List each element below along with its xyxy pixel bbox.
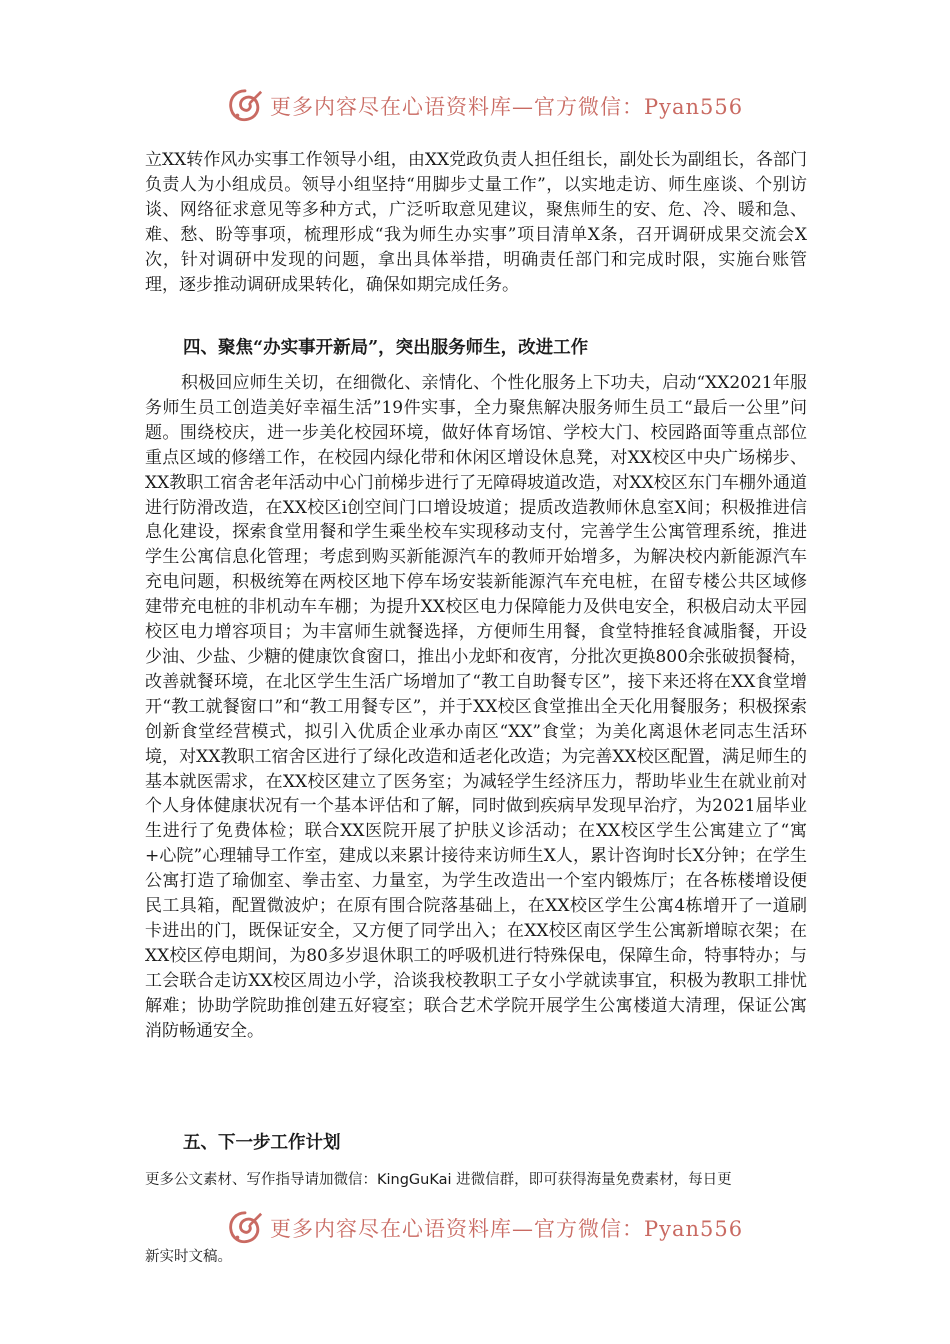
watermark-banner-bottom xyxy=(226,1206,743,1250)
section-heading-5: 五、下一步工作计划 xyxy=(183,1133,341,1153)
pen-swirl-logo-icon xyxy=(226,87,264,125)
watermark-text: 更多内容尽在心语资料库—官方微信：Pyan556 xyxy=(270,95,744,119)
watermark-text: 更多内容尽在心语资料库—官方微信：Pyan556 xyxy=(270,1217,744,1241)
paragraph-section-4: 积极回应师生关切，在细微化、亲情化、个性化服务上下功夫，启动“XX2021年服务师生员工创造美好幸福生活”19件实事，全力聚焦解决服务师生员工“最后一公里”问题。围绕校庆，进一步美化校园环境，做好体育场馆、学校大门、校园路面等重点部位重点区域的修缮工作，在校园内绿化带和休闲区增设休息凳，对XX校区中央广场梯步、XX教职工宿舍老年活动中心门前梯步进行了无障碍坡道改造，对XX校区东门车棚外通道进行防滑改造，在XX校区i创空间门口增设坡道；提质改造教师休息室X间；积极推进信息化建设，探索食堂用餐和学生乘坐校车实现移动支付，完善学生公寓管理系统，推进学生公寓信息化管理；考虑到购买新能源汽车的教师开始增多，为解决校内新能源汽车充电问题，积极统筹在两校区地下停车场安装新能源汽车充电桩，在留专楼公共区域修建带充电桩的非机动车车棚；为提升XX校区电力保障能力及供电安全，积极启动太平园校区电力增容项目；为丰富师生就餐选择，方便师生用餐，食堂特推轻食减脂餐，开设少油、少盐、少糖的健康饮食窗口，推出小龙虾和夜宵，分批次更换800余张破损餐椅，改善就餐环境，在北区学生生活广场增加了“教工自助餐专区”，接下来还将在XX食堂增开“教工就餐窗口”和“教工用餐专区”，并于XX校区食堂推出全天化用餐服务；积极探索创新食堂经营模式，拟引入优质企业承办南区“XX”食堂；为美化离退休老同志生活环境，对XX教职工宿舍区进行了绿化改造和适老化改造；为完善XX校区配置，满足师生的基本就医需求，在XX校区建立了医务室；为减轻学生经济压力，帮助毕业生在就业前对个人身体健康状况有一个基本评估和了解，同时做到疾病早发现早治疗，为2021届毕业生进行了免费体检；联合XX医院开展了护肤义诊活动；在XX校区学生公寓建立了“寓+心院”心理辅导工作室，建成以来累计接待来访师生X人，累计咨询时长X分钟；在学生公寓打造了瑜伽室、拳击室、力量室，为学生改造出一个室内锻炼厅；在各栋楼增设便民工具箱，配置微波炉；在原有围合院落基础上，在XX校区学生公寓4栋增开了一道刷卡进出的门，既保证安全，又方便了同学出入；在XX校区南区学生公寓新增晾衣架；在XX校区停电期间，为80多岁退休职工的呼吸机进行特殊保电，保障生命，特事特办；与工会联合走访XX校区周边小学，洽谈我校教职工子女小学就读事宜，积极为教职工排忧解难；协助学院助推创建五好寝室；联合艺术学院开展学生公寓楼道大清理，保证公寓消防畅通安全。 xyxy=(145,373,807,1041)
section-heading-4: 四、聚焦“办实事开新局”，突出服务师生，改进工作 xyxy=(183,338,589,358)
footer-wechat-note-tail: 新实时文稿。 xyxy=(145,1249,232,1265)
watermark-banner-top xyxy=(226,84,743,128)
paragraph-intro-continued: 立XX转作风办实事工作领导小组，由XX党政负责人担任组长，副处长为副组长，各部门负责人为小组成员。领导小组坚持“用脚步丈量工作”，以实地走访、师生座谈、个别访谈、网络征求意见等多种方式，广泛听取意见建议，聚焦师生的安、危、冷、暖和急、难、愁、盼等事项，梳理形成“我为师生办实事”项目清单X条，召开调研成果交流会X次，针对调研中发现的问题，拿出具体举措，明确责任部门和完成时限，实施台账管理，逐步推动调研成果转化，确保如期完成任务。 xyxy=(145,150,807,295)
pen-swirl-logo-icon xyxy=(226,1209,264,1247)
footer-wechat-note: 更多公文素材、写作指导请加微信：KingGuKai 进微信群，即可获得海量免费素材，每日更 xyxy=(145,1172,732,1188)
